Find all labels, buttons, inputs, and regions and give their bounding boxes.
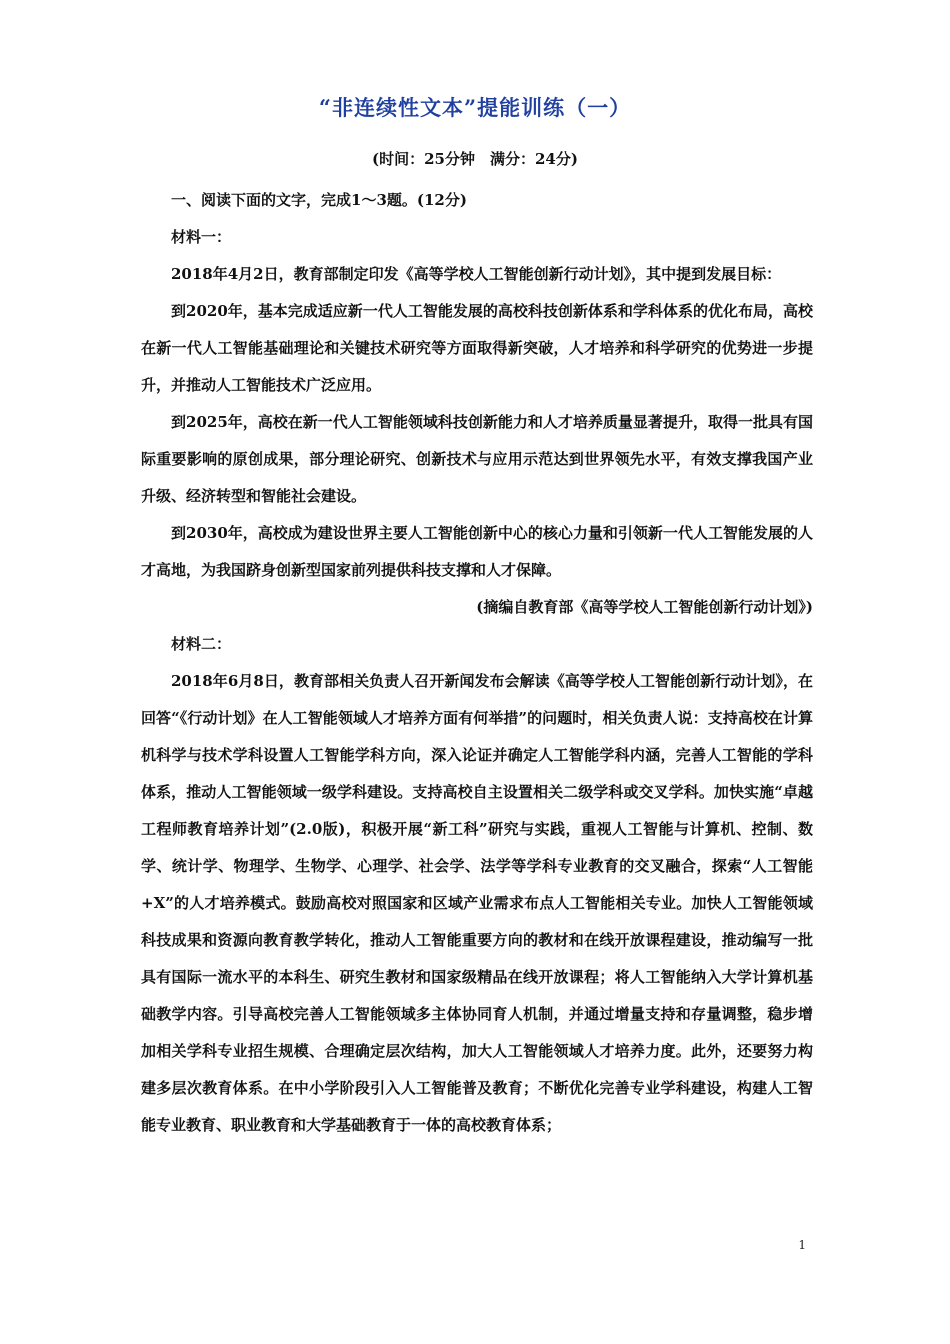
document-body [141, 182, 813, 1144]
section-heading: 一、阅读下面的文字，完成1～3题。(12分) [171, 191, 467, 209]
material-two-label: 材料二： [171, 635, 232, 653]
material-one-label: 材料一： [171, 228, 232, 246]
time-and-score: (时间：25分钟 满分：24分) [372, 150, 578, 168]
material-one-goal-2020: 到2020年，基本完成适应新一代人工智能发展的高校科技创新体系和学科体系的优化布局，高校在新一代人工智能基础理论和关键技术研究等方面取得新突破，人才培养和科学研究的优势进一步提升，并推动人工智能技术广泛应用。 [141, 302, 813, 394]
material-one-goal-2030: 到2030年，高校成为建设世界主要人工智能创新中心的核心力量和引领新一代人工智能发展的人才高地，为我国跻身创新型国家前列提供科技支撑和人才保障。 [141, 524, 813, 579]
material-one-intro: 2018年4月2日，教育部制定印发《高等学校人工智能创新行动计划》，其中提到发展目标： [171, 265, 782, 283]
page-number: 1 [798, 1238, 806, 1252]
material-one-goal-2025: 到2025年，高校在新一代人工智能领域科技创新能力和人才培养质量显著提升，取得一批具有国际重要影响的原创成果，部分理论研究、创新技术与应用示范达到世界领先水平，有效支撑我国产业升级、经济转型和智能社会建设。 [141, 413, 813, 505]
document-title: “非连续性文本”提能训练（一） [318, 95, 632, 120]
material-one-source: (摘编自教育部《高等学校人工智能创新行动计划》) [476, 598, 813, 616]
material-two-text: 2018年6月8日，教育部相关负责人召开新闻发布会解读《高等学校人工智能创新行动计划》，在回答“《行动计划》在人工智能领域人才培养方面有何举措”的问题时，相关负责人说：支持高校在计算机科学与技术学科设置人工智能学科方向，深入论证并确定人工智能学科内涵，完善人工智能的学科体系，推动人工智能领域一级学科建设。支持高校自主设置相关二级学科或交叉学科。加快实施“卓越工程师教育培养计划”(2.0版)，积极开展“新工科”研究与实践，重视人工智能与计算机、控制、数学、统计学、物理学、生物学、心理学、社会学、法学等学科专业教育的交叉融合，探索“人工智能+X”的人才培养模式。鼓励高校对照国家和区域产业需求布点人工智能相关专业。加快人工智能领域科技成果和资源向教育教学转化，推动人工智能重要方向的教材和在线开放课程建设，推动编写一批具有国际一流水平的本科生、研究生教材和国家级精品在线开放课程；将人工智能纳入大学计算机基础教学内容。引导高校完善人工智能领域多主体协同育人机制，并通过增量支持和存量调整，稳步增加相关学科专业招生规模、合理确定层次结构，加大人工智能领域人才培养力度。此外，还要努力构建多层次教育体系。在中小学阶段引入人工智能普及教育；不断优化完善专业学科建设，构建人工智能专业教育、职业教育和大学基础教育于一体的高校教育体系； [141, 672, 813, 1134]
